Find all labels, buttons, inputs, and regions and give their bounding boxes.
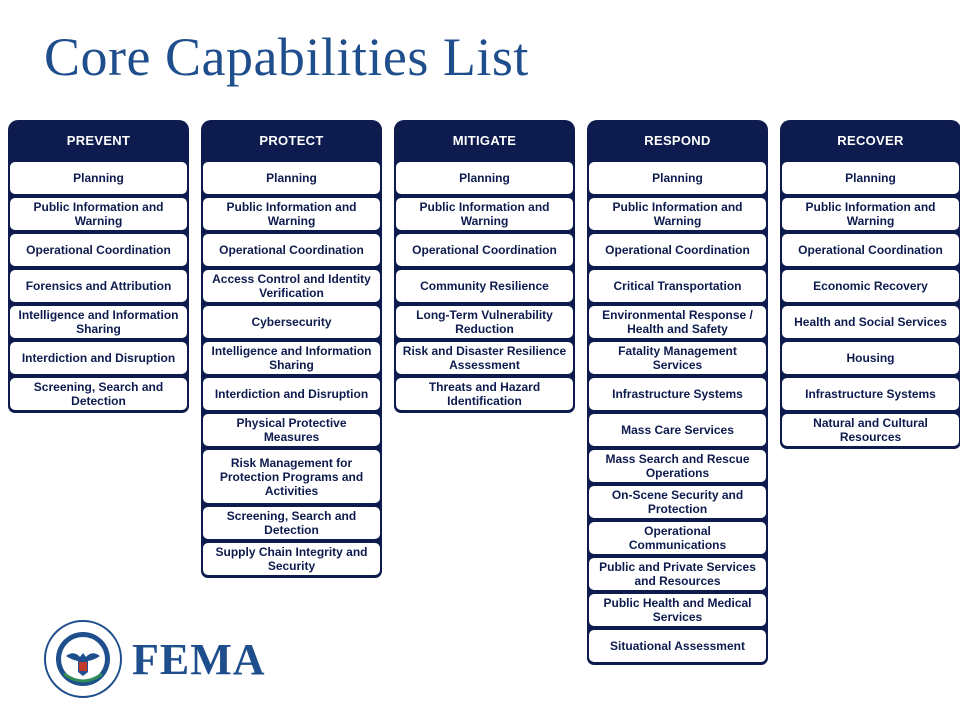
capability-item: Operational Coordination xyxy=(201,232,382,268)
capability-item: Risk and Disaster Resilience Assessment xyxy=(394,340,575,376)
capability-item: Intelligence and Information Sharing xyxy=(8,304,189,340)
capability-list xyxy=(780,160,960,449)
capability-item: Mass Search and Rescue Operations xyxy=(587,448,768,484)
capability-list xyxy=(8,160,189,413)
capability-list xyxy=(201,160,382,578)
capability-list xyxy=(587,160,768,665)
capability-item: Fatality Management Services xyxy=(587,340,768,376)
capability-item: Operational Coordination xyxy=(8,232,189,268)
capability-item: Community Resilience xyxy=(394,268,575,304)
capability-list xyxy=(394,160,575,413)
capability-item: Interdiction and Disruption xyxy=(8,340,189,376)
column-prevent xyxy=(8,120,189,665)
capability-item: Public Information and Warning xyxy=(394,196,575,232)
capability-item: Long-Term Vulnerability Reduction xyxy=(394,304,575,340)
column-header: RESPOND xyxy=(587,120,768,160)
capability-item: Forensics and Attribution xyxy=(8,268,189,304)
capability-item: Infrastructure Systems xyxy=(587,376,768,412)
capability-item: Public Information and Warning xyxy=(201,196,382,232)
column-header: PROTECT xyxy=(201,120,382,160)
column-header: RECOVER xyxy=(780,120,960,160)
capability-item: Screening, Search and Detection xyxy=(201,505,382,541)
capability-item: Interdiction and Disruption xyxy=(201,376,382,412)
capability-item: Operational Coordination xyxy=(587,232,768,268)
capability-item: Risk Management for Protection Programs and Activities xyxy=(201,448,382,505)
capability-item: Public Information and Warning xyxy=(780,196,960,232)
capability-item: Public Information and Warning xyxy=(587,196,768,232)
capability-item: Economic Recovery xyxy=(780,268,960,304)
capability-item: Cybersecurity xyxy=(201,304,382,340)
capability-item: Situational Assessment xyxy=(587,628,768,664)
column-header: PREVENT xyxy=(8,120,189,160)
column-recover xyxy=(780,120,960,665)
column-header: MITIGATE xyxy=(394,120,575,160)
capability-item: Infrastructure Systems xyxy=(780,376,960,412)
column-mitigate xyxy=(394,120,575,665)
capability-columns xyxy=(8,120,960,665)
capability-item: Public Health and Medical Services xyxy=(587,592,768,628)
capability-item: Planning xyxy=(587,160,768,196)
page-title: Core Capabilities List xyxy=(44,27,529,87)
capability-item: Supply Chain Integrity and Security xyxy=(201,541,382,577)
capability-item: Screening, Search and Detection xyxy=(8,376,189,412)
capability-item: Natural and Cultural Resources xyxy=(780,412,960,448)
capability-item: Operational Coordination xyxy=(780,232,960,268)
capability-item: Operational Coordination xyxy=(394,232,575,268)
capability-item: Operational Communications xyxy=(587,520,768,556)
capability-item: Housing xyxy=(780,340,960,376)
capability-item: Planning xyxy=(201,160,382,196)
capability-item: Planning xyxy=(394,160,575,196)
capability-item: Critical Transportation xyxy=(587,268,768,304)
capability-item: Public Information and Warning xyxy=(8,196,189,232)
capability-item: Threats and Hazard Identification xyxy=(394,376,575,412)
capability-item: Environmental Response / Health and Safety xyxy=(587,304,768,340)
capability-item: Mass Care Services xyxy=(587,412,768,448)
capability-item: Planning xyxy=(780,160,960,196)
capability-item: Access Control and Identity Verification xyxy=(201,268,382,304)
capability-item: Intelligence and Information Sharing xyxy=(201,340,382,376)
capability-item: Physical Protective Measures xyxy=(201,412,382,448)
capability-item: Health and Social Services xyxy=(780,304,960,340)
capability-item: On-Scene Security and Protection xyxy=(587,484,768,520)
fema-wordmark: FEMA xyxy=(132,634,266,684)
column-protect xyxy=(201,120,382,665)
dhs-seal-icon xyxy=(44,620,122,698)
column-respond xyxy=(587,120,768,665)
capability-item: Planning xyxy=(8,160,189,196)
fema-logo xyxy=(44,620,266,698)
capability-item: Public and Private Services and Resources xyxy=(587,556,768,592)
